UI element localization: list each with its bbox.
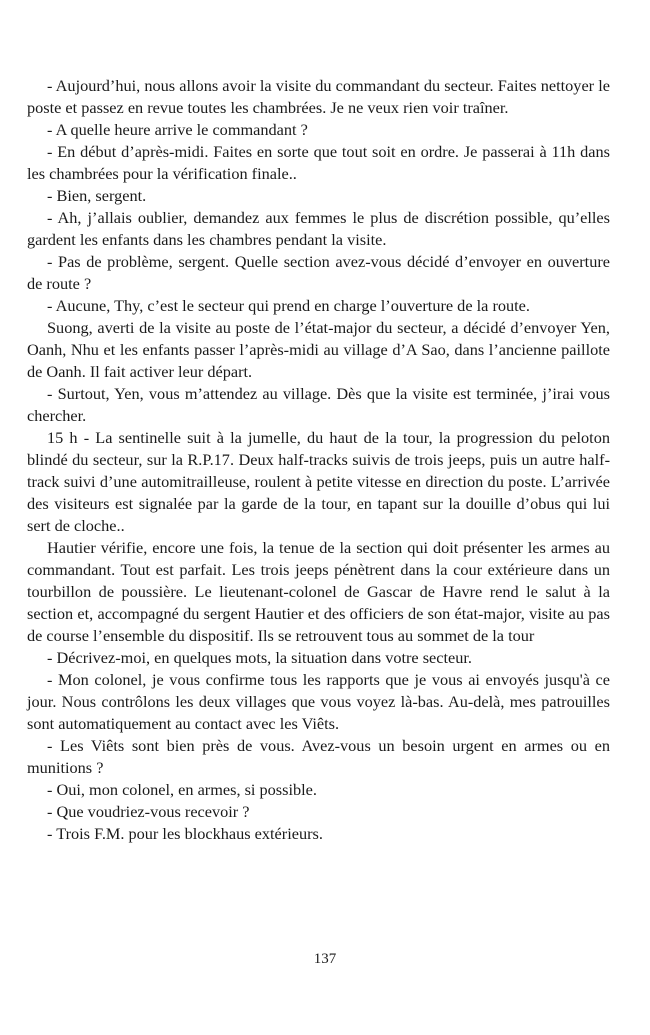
paragraph: Suong, averti de la visite au poste de l’état-major du secteur, a décidé d’envoyer Yen, Oanh, Nhu et les enfants passer l’après-midi au village d’A Sao, dans l’ancienne paillote de Oanh. Il fait activer leur départ. — [27, 318, 610, 381]
paragraph: - En début d’après-midi. Faites en sorte que tout soit en ordre. Je passerai à 11h dans les chambrées pour la vérification finale.. — [27, 142, 610, 183]
paragraph: - Oui, mon colonel, en armes, si possible. — [47, 780, 317, 799]
paragraph: - Aujourd’hui, nous allons avoir la visite du commandant du secteur. Faites nettoyer le poste et passez en revue toutes les chambrées. Je ne veux rien voir traîner. — [27, 76, 610, 117]
paragraph: - A quelle heure arrive le commandant ? — [47, 120, 308, 139]
paragraph: Hautier vérifie, encore une fois, la tenue de la section qui doit présenter les armes au commandant. Tout est parfait. Les trois jeeps pénètrent dans la cour extérieure dans un tourbillon de poussière. Le lieutenant-colonel de Gascar de Havre rend le salut à la section et, accompagné du sergent Hautier et des officiers de son état-major, visite au pas de course l’ensemble du dispositif. Ils se retrouvent tous au sommet de la tour — [27, 538, 610, 645]
page-number: 137 — [313, 951, 337, 967]
paragraph: - Que voudriez-vous recevoir ? — [47, 802, 250, 821]
paragraph: - Bien, sergent. — [47, 186, 147, 205]
paragraph: - Aucune, Thy, c’est le secteur qui prend en charge l’ouverture de la route. — [47, 296, 530, 315]
paragraph: - Ah, j’allais oublier, demandez aux femmes le plus de discrétion possible, qu’elles gardent les enfants dans les chambres pendant la visite. — [27, 208, 610, 249]
paragraph: - Pas de problème, sergent. Quelle section avez-vous décidé d’envoyer en ouverture de route ? — [27, 252, 610, 293]
paragraph: - Trois F.M. pour les blockhaus extérieurs. — [47, 824, 323, 843]
paragraph: - Décrivez-moi, en quelques mots, la situation dans votre secteur. — [47, 648, 472, 667]
paragraph: - Mon colonel, je vous confirme tous les rapports que je vous ai envoyés jusqu'à ce jour. Nous contrôlons les deux villages que vous voyez là-bas. Au-delà, mes patrouilles sont automatiquement au contact avec les Viêts. — [27, 670, 610, 733]
page-body — [27, 75, 610, 845]
paragraph: 15 h - La sentinelle suit à la jumelle, du haut de la tour, la progression du peloton blindé du secteur, sur la R.P.17. Deux half-tracks suivis de trois jeeps, puis un autre half-track suivi d’une automitrailleuse, roulent à petite vitesse en direction du poste. L’arrivée des visiteurs est signalée par la garde de la tour, en tapant sur la douille d’obus qui lui sert de cloche.. — [27, 428, 610, 535]
paragraph: - Surtout, Yen, vous m’attendez au village. Dès que la visite est terminée, j’irai vous chercher. — [27, 384, 610, 425]
paragraph: - Les Viêts sont bien près de vous. Avez-vous un besoin urgent en armes ou en munitions ? — [27, 736, 610, 777]
